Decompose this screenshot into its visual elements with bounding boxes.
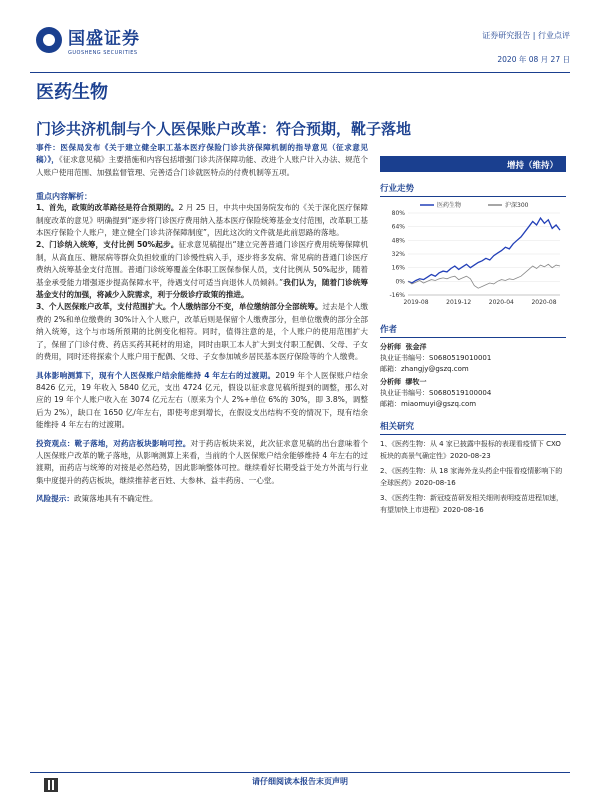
related-heading: 相关研究 [380, 420, 566, 435]
y-tick-label: 64% [391, 223, 405, 231]
authors-heading: 作者 [380, 323, 566, 338]
point-3: 3、个人医保账户改革，支付范围扩大。个人缴纳部分不变，单位缴纳部分全部统筹。过去是个人缴费的 2%和单位缴费的 30%计入个人账户，改革后则是保留个人缴费部分，但单位缴费的部分全部纳入统筹，这个与市场所预期的比例变化相符。同时，值得注意的是，个人账户的使用范围扩大了，保留了门诊付费、药店买药其耗材的用途，同时由职工本人扩大到支付职工配偶、父母、子女的费用，同时还将探索个人账户用于配偶、父母、子女参加城乡居民基本医疗保险等的个人缴费。 [36, 302, 369, 362]
footer-divider [30, 772, 570, 773]
report-title: 门诊共济机制与个人医保账户改革：符合预期，靴子落地 [36, 120, 412, 138]
point-1: 1、首先，政策的改革路径是符合预期的。2 月 25 日，中共中央国务院发布的《关于深化医疗保障制度改革的意见》明确提到“逐步将门诊医疗费用纳入基本医疗保险统筹基金支付范围，改革职工基本医疗保险个人账户，建立健全门诊共济保障制度”，因此这次的文件就是此前思路的落地。 [36, 203, 368, 238]
related-item[interactable]: 1、《医药生物：从 4 家已披露中报标的表现看疫情下 CXO 板块的高景气确定性》2020-08-23 [380, 440, 561, 460]
rating-badge: 增持（维持） [380, 156, 566, 172]
risk-paragraph: 风险提示：政策落地具有不确定性。 [36, 494, 158, 504]
y-tick-label: -16% [389, 292, 405, 299]
y-tick-label: 48% [391, 237, 405, 245]
related-item[interactable]: 2、《医药生物：从 18 家海外龙头药企中报看疫情影响下的全球医药》2020-08-16 [380, 467, 563, 487]
key-points-heading: 重点内容解析： [36, 192, 92, 202]
legend-label: 沪深300 [505, 202, 529, 209]
event-paragraph: 事件：医保局发布《关于建立健全职工基本医疗保险门诊共济保障机制的指导意见（征求意见稿）》，《征求意见稿》主要措施和内容包括增强门诊共济保障功能、改进个人账户计入办法、规范个人账户使用范围、加强监督管理、完善适合门诊就医特点的付费机制等五项。 [36, 143, 369, 177]
report-header [30, 12, 570, 68]
y-tick-label: 32% [391, 251, 405, 258]
y-tick-label: 16% [391, 264, 405, 272]
series-line-0 [408, 218, 560, 283]
y-tick-label: 0% [395, 278, 405, 286]
sidebar [380, 156, 566, 516]
x-tick-label: 2019-08 [403, 299, 429, 306]
analyst-1: 分析师 张金洋 执业证书编号：S0680519010001 邮箱：zhangjy@gszq.com [380, 343, 492, 373]
guosheng-logo-icon [36, 27, 62, 53]
logo-english: GUOSHENG SECURITIES [68, 50, 138, 56]
point-2: 2、门诊纳入统筹，支付比例 50%起步。征求意见稿提出“建立完善普通门诊医疗费用统筹保障机制，从高血压、糖尿病等群众负担较重的门诊慢性病入手，逐步将多发病、常见病的普通门诊医疗费纳入统筹基金支付范围。普通门诊统筹覆盖全体职工医保参保人员，支付比例从 50%起步，随着基金承受能力增强逐步提高保障水平，待遇支付可适当向退休人员倾斜。”我们认为，随着门诊统筹基金支付的加强，将减少入院需求，利于分级诊疗政策的推进。 [36, 240, 369, 300]
x-tick-label: 2020-08 [531, 299, 557, 306]
report-date: 2020 年 08 月 27 日 [497, 55, 570, 64]
impact-paragraph: 具体影响测算下，现有个人医保账户结余能维持 4 年左右的过渡期。2019 年个人医保账户结余 8426 亿元，19 年收入 5840 亿元，支出 4724 亿元，假设以征求意见稿所提到的调整，那么对应的 19 年个人账户收入在 3074 亿元左右（原来为个人 2%+单位 6%的 30%，即 3.8%，调整后为 2%），缺口在 1650 亿/年左右，即使考虑到增长，在假设支出结构不变的情况下，现有结余能维持 4 年左右的过渡期。 [36, 370, 368, 430]
x-tick-label: 2020-04 [488, 299, 514, 306]
y-tick-label: 80% [391, 210, 405, 217]
legend-label: 医药生物 [437, 202, 462, 209]
report-type: 证券研究报告 | 行业点评 [482, 31, 570, 40]
related-list [380, 439, 566, 516]
industry-section: 医药生物 [36, 82, 108, 103]
advice-paragraph: 投资观点：靴子落地，对药店板块影响可控。对于药店板块来说，此次征求意见稿的出台意味着个人医保账户改革的靴子落地，从影响测算上来看，当前的个人医保账户结余能够维持 4 年左右的过渡期，而药店与统筹的对接是必然趋势，因此影响整体可控。继续看好长期受益于处方外流与行业集中度提升的药店板块，继续推荐老百姓、大参林、益丰药房、一心堂。 [36, 438, 369, 485]
logo-name: 国盛证券 [68, 29, 140, 49]
footer-disclaimer: 请仔细阅读本报告末页声明 [252, 777, 348, 786]
analyst-2: 分析师 缪牧一 执业证书编号：S0680519100004 邮箱：miaomuyi@gszq.com [380, 378, 492, 408]
related-item[interactable]: 3、《医药生物：新冠疫苗研发相关细则表明疫苗进程加速，有望加快上市进程》2020-08-16 [380, 494, 563, 514]
trend-heading: 行业走势 [380, 182, 566, 197]
x-tick-label: 2019-12 [446, 299, 472, 306]
brand-logo [36, 24, 140, 56]
header-divider [30, 72, 570, 73]
industry-trend-chart [380, 199, 566, 311]
main-content [36, 142, 368, 506]
